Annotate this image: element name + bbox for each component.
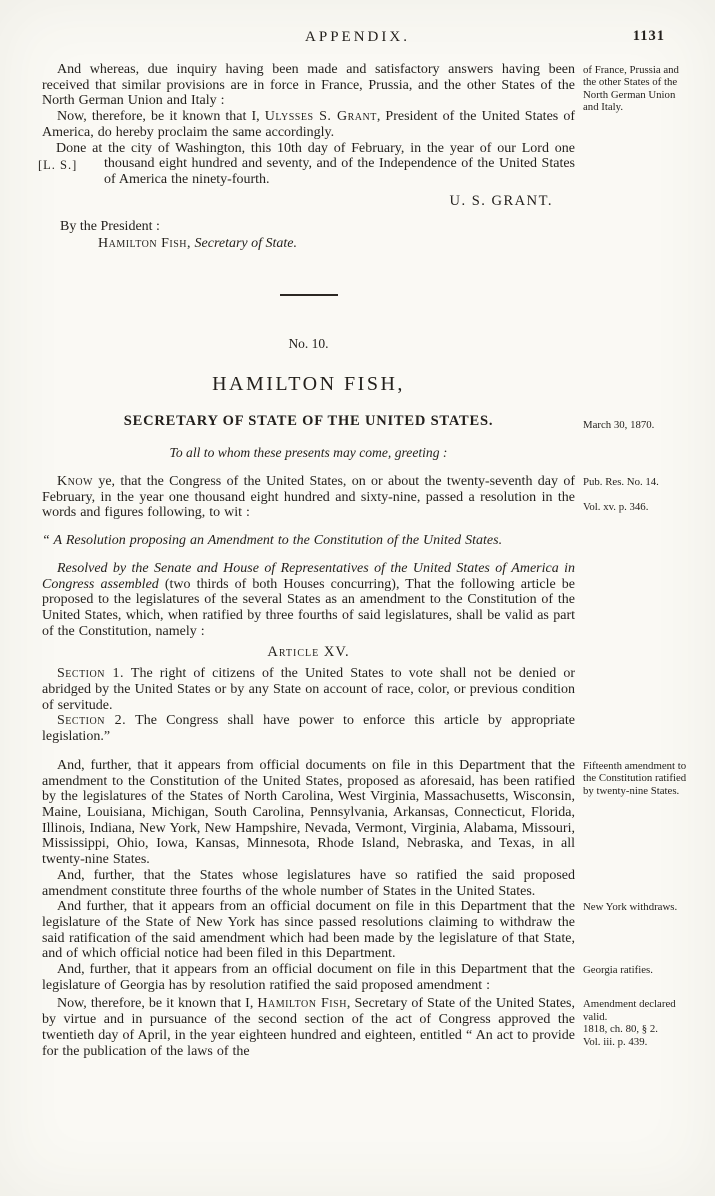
proclamation-whereas-block: [42, 62, 679, 114]
margin-note-amendment-declared: Amendment declared valid.: [583, 998, 676, 1023]
ratification-paragraph: And, further, that it appears from official documents on file in this Department that the amendment to the Constitution of the United States, proposed as aforesaid, has been ratified by the legislatures of the States of North Carolina, West Virginia, Massachusetts, Wisconsin, Maine, Louisiana, Michigan, South Carolina, Pennsylvania, Arkansas, Connecticut, Florida, Illinois, Indiana, New York, New Hampshire, Nevada, Vermont, Virginia, Alabama, Missouri, Mississippi, Ohio, Iowa, Kansas, Minnesota, Rhode Island, Nebraska, and Texas, in all twenty-nine States.: [42, 757, 575, 868]
attest-line: [98, 236, 575, 252]
intro-block: [42, 474, 659, 521]
proclamation-whereas-paragraph: And whereas, due inquiry having been made and satisfactory answers having been received that similar provisions are in force in France, Prussia, and the other States of the North German Union and Italy :: [42, 62, 575, 109]
margin-note-provisions: of France, Prussia and the other States of the North German Union and Italy.: [583, 64, 679, 114]
section-1-label: Section 1.: [57, 666, 125, 682]
georgia-block: [42, 962, 653, 993]
section-1-paragraph: [42, 666, 575, 713]
three-fourths-paragraph: And, further, that the States whose legislatures have so ratified the said proposed amendment constitute three fourths of the whole number of States in the United States.: [42, 867, 575, 899]
resolved-text: (two thirds of both Houses concurring), That the following article be proposed to the legislatures of the several States as an amendment to the Constitution of the United States, which, when ratified by three fourths of said legislatures, shall be valid as part of the Constitution, namely :: [42, 576, 576, 639]
margin-note-pub-res: Pub. Res. No. 14.: [583, 476, 659, 489]
fish-attest-title: Secretary of State.: [194, 236, 298, 252]
final-text-post: , Secretary of State of the United States, by virtue and in pursuance of the second section of the act of Congress approved the twentieth day of April, in the year eighteen hundred and eighteen, entitled “ An act to provide for the publication of the laws of the: [42, 996, 576, 1059]
salutation-line: To all to whom these presents may come, greeting :: [169, 445, 448, 461]
proclamation-ordain-paragraph: [42, 109, 575, 140]
by-president-line: By the President :: [60, 218, 160, 234]
resolution-title: “ A Resolution proposing an Amendment to the Constitution of the United States.: [42, 533, 503, 549]
section-2-text: The Congress shall have power to enforce this article by appropriate legislation.”: [42, 713, 576, 745]
grant-name: Ulysses S. Grant: [264, 109, 377, 125]
margin-note-amendment-statute: 1818, ch. 80, § 2.: [583, 1023, 658, 1036]
margin-note-citation: [583, 476, 669, 514]
new-york-block: [42, 899, 678, 962]
new-york-paragraph: And further, that it appears from an official document on file in this Department that the legislature of the State of New York has since passed resolutions claiming to withdraw the said ratification of the said amendment which had been made by the legislature of that State, and of which official notice had been filed in this Department.: [42, 899, 575, 962]
ratification-block: [42, 757, 687, 868]
margin-note-fifteenth-amendment: Fifteenth amendment to the Constitution ratified by twenty-nine States.: [583, 759, 687, 797]
fish-attest-name: Hamilton Fish,: [98, 236, 192, 252]
final-paragraph: [42, 996, 575, 1059]
section-divider: [280, 294, 338, 296]
grant-signature: U. S. GRANT.: [449, 192, 553, 209]
resolved-paragraph: [42, 561, 575, 640]
know-word: Know: [57, 474, 93, 490]
document-title: HAMILTON FISH,: [212, 373, 405, 396]
article-xv-heading: Article XV.: [267, 644, 350, 661]
resolved-enacting-clause: Resolved by the Senate and House of Representatives of the United States of America in Congress assembled: [42, 560, 575, 592]
margin-note-vol: Vol. xv. p. 346.: [583, 501, 649, 514]
document-number: No. 10.: [288, 336, 329, 352]
page-number: 1131: [632, 28, 665, 44]
ordain-text-pre: Now, therefore, be it known that I,: [57, 109, 265, 125]
section-2-paragraph: [42, 713, 575, 744]
margin-note-amendment-volume: Vol. iii. p. 439.: [583, 1035, 648, 1048]
document-subtitle: SECRETARY OF STATE OF THE UNITED STATES.: [123, 413, 494, 430]
margin-note-amendment-valid: [583, 998, 693, 1048]
document-subtitle-block: [42, 413, 655, 432]
section-1-text: The right of citizens of the United States to vote shall not be denied or abridged by the United States or by any State on account of race, color, or previous condition of servitude.: [42, 666, 575, 713]
georgia-paragraph: And, further, that it appears from an official document on file in this Department that the legislature of Georgia has by resolution ratified the said proposed amendment :: [42, 962, 575, 993]
final-block: [42, 996, 676, 1059]
final-text-pre: Now, therefore, be it known that I,: [57, 996, 258, 1012]
intro-paragraph: [42, 474, 575, 521]
ordain-text-post: , President of the United States of America, do hereby proclaim the same accordingly.: [42, 109, 575, 140]
testimonium-paragraph: Done at the city of Washington, this 10th day of February, in the year of our Lord one thousand eight hundred and seventy, and of the Independence of the United States of America the ninety-fourth.: [56, 140, 575, 187]
intro-text: ye, that the Congress of the United States, on or about the twenty-seventh day of February, in the year one thousand eight hundred and sixty-nine, passed a resolution in the words and figures following, to wit :: [42, 474, 575, 521]
margin-note-date: March 30, 1870.: [583, 419, 655, 432]
testimonium-block: [38, 140, 575, 188]
seal-mark: [L. S.]: [38, 157, 78, 172]
fish-name: Hamilton Fish: [257, 996, 347, 1012]
margin-note-new-york: New York withdraws.: [583, 901, 678, 914]
page-content: [38, 62, 687, 1059]
running-head: APPENDIX.: [305, 29, 410, 45]
section-2-label: Section 2.: [57, 713, 127, 729]
margin-note-georgia: Georgia ratifies.: [583, 964, 653, 977]
